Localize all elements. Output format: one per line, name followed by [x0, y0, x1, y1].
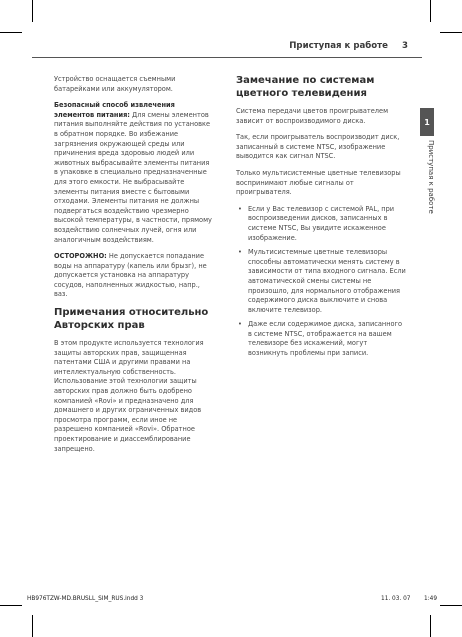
page-number: 3	[402, 41, 408, 51]
crop-mark	[32, 615, 33, 637]
left-column	[54, 75, 212, 461]
crop-mark	[430, 615, 431, 637]
right-column	[236, 75, 408, 364]
bullet-icon: •	[238, 248, 242, 257]
bullet-icon: •	[238, 204, 242, 213]
battery-note: Устройство оснащается съемными батарейками или аккумулятором.	[54, 75, 176, 93]
crop-mark	[430, 0, 431, 22]
list-item: • Мультисистемные цветные телевизоры способны автоматически менять систему в зависимости от типа входного сигнала. Если автоматической смены системы не произошло, для нормального отображения содержимого диска выключите и снова включите телевизор.	[238, 248, 406, 314]
battery-disposal-body: Для смены элементов питания выполняйте действия по установке в обратном порядке. Во избежание загрязнения окружающей среды или причинения вреда здоровью людей или животных выбрасывайте элементы питания в упаковке в специально предназначенные для этого емкости. Не выбрасывайте элементы питания вместе с бытовыми отходами. Элементы питания не должны подвергаться воздействию чрезмерно высокой температуры, в частности, прямому воздействию солнечных лучей, огня или аналогичным воздействиям.	[54, 110, 212, 244]
caution-paragraph	[54, 252, 212, 300]
crop-mark	[440, 32, 462, 33]
list-item: • Даже если содержимое диска, записанного в системе NTSC, отображается на вашем телевизоре без искажений, могут возникнуть проблемы при записи.	[238, 320, 403, 358]
color-system-heading: Замечание по системам цветного телевидения	[236, 75, 375, 99]
crop-mark	[32, 0, 33, 22]
header-title: Приступая к работе	[289, 41, 388, 51]
page-header	[32, 38, 422, 58]
crop-mark	[0, 605, 22, 606]
header-rule	[32, 57, 422, 58]
caution-body: Не допускается попадание воды на аппаратуру (капель или брызг), не допускается установка на аппаратуру сосудов, наполненных жидкостью, напр., ваз.	[54, 252, 207, 299]
color-system-para-1: Система передачи цветов проигрывателем зависит от воспроизводимого диска.	[236, 107, 389, 125]
crop-mark	[0, 32, 22, 33]
battery-disposal-paragraph	[54, 101, 212, 245]
color-system-para-3: Только мультисистемные цветные телевизоры воспринимают любые сигналы от проигрывателя.	[236, 168, 401, 197]
bullet-icon: •	[238, 320, 242, 329]
footer-filename: HB976TZW-MD.BRUSLL_SIM_RUS.indd 3	[27, 596, 144, 602]
chapter-side-label: Приступая к работе	[427, 140, 435, 214]
print-footer	[27, 596, 447, 606]
list-item: • Если у Вас телевизор с системой PAL, при воспроизведении дисков, записанных в системе NTSC, Вы увидите искаженное изображение.	[238, 204, 395, 242]
footer-time: 1:49	[424, 596, 438, 602]
color-system-list	[236, 205, 408, 359]
chapter-tab: 1	[420, 108, 434, 136]
color-system-para-2: Так, если проигрыватель воспроизводит диск, записанный в системе NTSC, изображение выводится как сигнал NTSC.	[236, 133, 400, 161]
copyright-paragraph: В этом продукте используется технология защиты авторских прав, защищенная патентами США и другими правами на интеллектуальную собственность. Использование этой технологии защиты авторских прав должно быть одобрено компанией «Rovi» и предназначено для домашнего и других ограниченных видов просмотра программ, если иное не разрешено компанией «Rovi». Обратное проектирование и диассемблирование запрещено.	[54, 339, 204, 453]
battery-disposal-lead: Безопасный способ извлечения элементов питания:	[54, 101, 175, 119]
footer-date: 11. 03. 07	[381, 596, 411, 602]
copyright-heading: Примечания относительно Авторских прав	[54, 307, 209, 331]
caution-lead: ОСТОРОЖНО:	[54, 252, 107, 261]
